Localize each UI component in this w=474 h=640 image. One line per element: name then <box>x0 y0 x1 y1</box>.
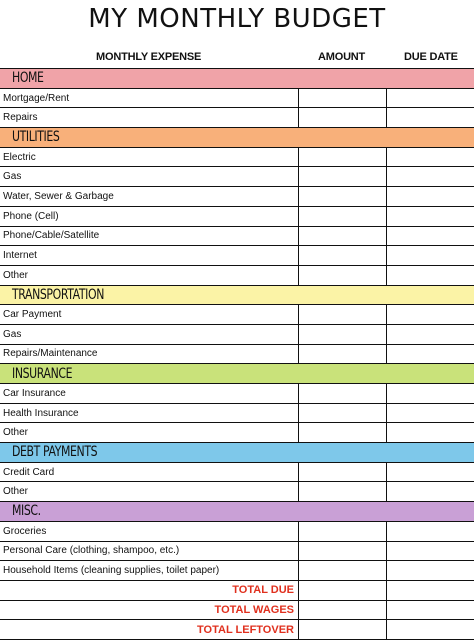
expense-row <box>0 89 474 109</box>
section-header-home <box>0 69 474 89</box>
due-date-cell[interactable] <box>386 207 474 226</box>
expense-label: Other <box>3 427 29 439</box>
total-amount-cell[interactable] <box>298 620 386 639</box>
due-date-cell[interactable] <box>386 423 474 442</box>
amount-cell[interactable] <box>298 522 386 541</box>
section-header-utilities <box>0 128 474 148</box>
due-date-cell[interactable] <box>386 148 474 167</box>
expense-label: Gas <box>3 171 22 183</box>
amount-cell[interactable] <box>298 463 386 482</box>
section-header-insurance <box>0 364 474 384</box>
amount-cell[interactable] <box>298 148 386 167</box>
expense-row <box>0 384 474 404</box>
expense-row <box>0 561 474 581</box>
total-due-date-cell[interactable] <box>386 581 474 600</box>
due-date-cell[interactable] <box>386 89 474 108</box>
expense-row <box>0 227 474 247</box>
expense-label: Phone/Cable/Satellite <box>3 230 100 242</box>
total-amount-cell[interactable] <box>298 581 386 600</box>
column-header-due-date: DUE DATE <box>404 51 458 63</box>
due-date-cell[interactable] <box>386 384 474 403</box>
expense-row <box>0 325 474 345</box>
amount-cell[interactable] <box>298 187 386 206</box>
expense-label: Personal Care (clothing, shampoo, etc.) <box>3 545 180 557</box>
expense-row <box>0 108 474 128</box>
expense-label: Household Items (cleaning supplies, toilet paper) <box>3 565 220 577</box>
expense-label: Water, Sewer & Garbage <box>3 190 114 202</box>
expense-label: Repairs/Maintenance <box>3 348 98 360</box>
due-date-cell[interactable] <box>386 266 474 285</box>
section-title: HOME <box>12 70 44 87</box>
expense-row <box>0 167 474 187</box>
total-amount-cell[interactable] <box>298 601 386 620</box>
section-header-transportation <box>0 286 474 306</box>
total-label: TOTAL LEFTOVER <box>197 623 294 636</box>
total-row <box>0 620 474 640</box>
section-title: MISC. <box>12 503 41 520</box>
expense-row <box>0 404 474 424</box>
amount-cell[interactable] <box>298 423 386 442</box>
expense-row <box>0 187 474 207</box>
expense-row <box>0 207 474 227</box>
expense-row <box>0 482 474 502</box>
amount-cell[interactable] <box>298 305 386 324</box>
expense-label: Other <box>3 269 29 281</box>
expense-row <box>0 423 474 443</box>
total-row <box>0 601 474 621</box>
total-due-date-cell[interactable] <box>386 601 474 620</box>
column-header-amount: AMOUNT <box>318 51 366 63</box>
due-date-cell[interactable] <box>386 246 474 265</box>
total-due-date-cell[interactable] <box>386 620 474 639</box>
section-title: TRANSPORTATION <box>12 286 105 303</box>
expense-label: Groceries <box>3 525 47 537</box>
due-date-cell[interactable] <box>386 108 474 127</box>
total-label: TOTAL DUE <box>232 584 294 597</box>
due-date-cell[interactable] <box>386 561 474 580</box>
expense-row <box>0 463 474 483</box>
amount-cell[interactable] <box>298 108 386 127</box>
amount-cell[interactable] <box>298 167 386 186</box>
expense-row <box>0 522 474 542</box>
expense-row <box>0 345 474 365</box>
due-date-cell[interactable] <box>386 463 474 482</box>
due-date-cell[interactable] <box>386 482 474 501</box>
due-date-cell[interactable] <box>386 522 474 541</box>
expense-row <box>0 542 474 562</box>
expense-label: Internet <box>3 250 37 262</box>
expense-label: Credit Card <box>3 466 55 478</box>
amount-cell[interactable] <box>298 561 386 580</box>
amount-cell[interactable] <box>298 207 386 226</box>
expense-row <box>0 148 474 168</box>
due-date-cell[interactable] <box>386 187 474 206</box>
expense-label: Other <box>3 486 29 498</box>
amount-cell[interactable] <box>298 384 386 403</box>
amount-cell[interactable] <box>298 404 386 423</box>
expense-label: Mortgage/Rent <box>3 92 70 104</box>
due-date-cell[interactable] <box>386 325 474 344</box>
section-header-misc <box>0 502 474 522</box>
amount-cell[interactable] <box>298 482 386 501</box>
expense-label: Car Payment <box>3 309 62 321</box>
due-date-cell[interactable] <box>386 227 474 246</box>
amount-cell[interactable] <box>298 266 386 285</box>
section-title: INSURANCE <box>12 365 73 382</box>
due-date-cell[interactable] <box>386 167 474 186</box>
amount-cell[interactable] <box>298 325 386 344</box>
budget-table <box>0 68 474 640</box>
section-title: DEBT PAYMENTS <box>12 444 98 461</box>
amount-cell[interactable] <box>298 246 386 265</box>
amount-cell[interactable] <box>298 227 386 246</box>
expense-row <box>0 266 474 286</box>
expense-label: Car Insurance <box>3 387 66 399</box>
expense-row <box>0 305 474 325</box>
expense-label: Repairs <box>3 112 38 124</box>
expense-label: Health Insurance <box>3 407 79 419</box>
amount-cell[interactable] <box>298 345 386 364</box>
due-date-cell[interactable] <box>386 305 474 324</box>
section-title: UTILITIES <box>12 129 60 146</box>
expense-row <box>0 246 474 266</box>
amount-cell[interactable] <box>298 542 386 561</box>
total-row <box>0 581 474 601</box>
due-date-cell[interactable] <box>386 542 474 561</box>
expense-label: Electric <box>3 151 36 163</box>
section-header-debt-payments <box>0 443 474 463</box>
expense-label: Phone (Cell) <box>3 210 59 222</box>
due-date-cell[interactable] <box>386 345 474 364</box>
total-label: TOTAL WAGES <box>214 603 294 616</box>
column-header-monthly-expense: MONTHLY EXPENSE <box>96 51 202 63</box>
expense-label: Gas <box>3 328 22 340</box>
due-date-cell[interactable] <box>386 404 474 423</box>
page-title: MY MONTHLY BUDGET <box>88 4 386 34</box>
amount-cell[interactable] <box>298 89 386 108</box>
